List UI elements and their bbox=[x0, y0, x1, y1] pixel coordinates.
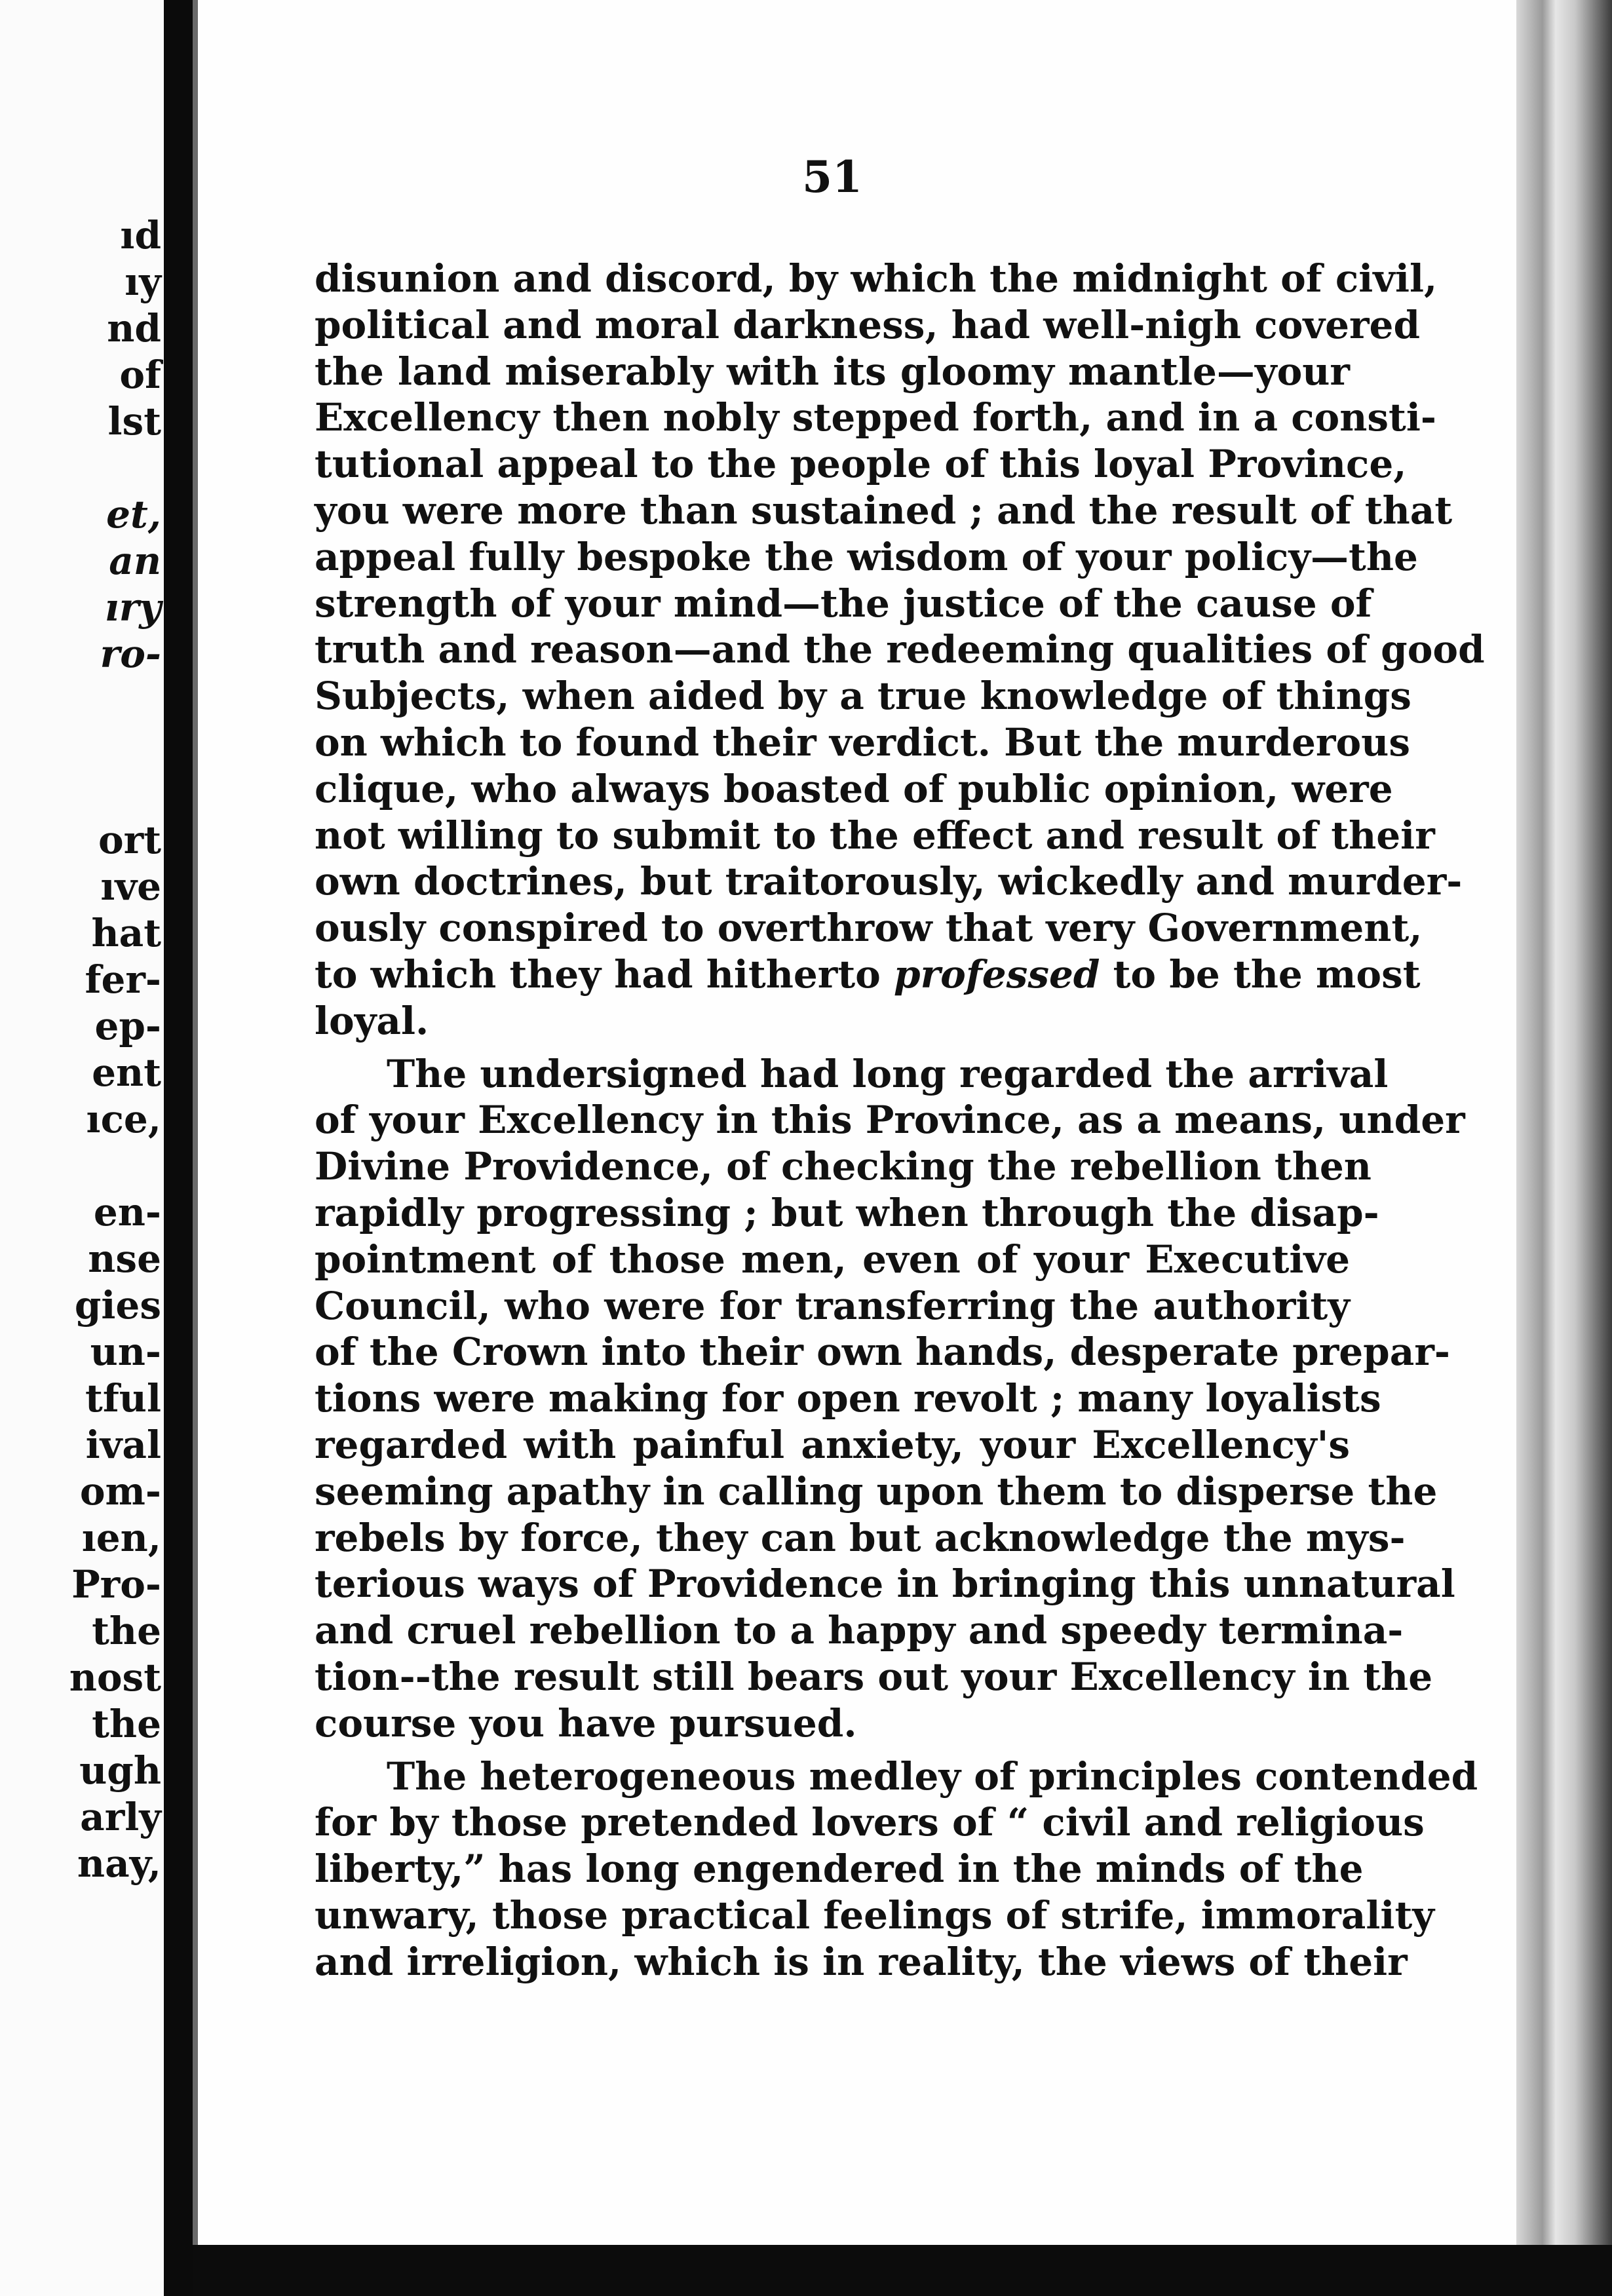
facing-page-text-fragment: om- bbox=[79, 1469, 161, 1514]
text-line: strength of your mind—the justice of the cause of bbox=[315, 581, 1372, 626]
text-line: rapidly progressing ; but when through the disap- bbox=[315, 1190, 1379, 1235]
text-line: tutional appeal to the people of this loyal Province, bbox=[315, 442, 1407, 487]
text-line: unwary, those practical feelings of strife, immorality bbox=[315, 1892, 1434, 1938]
paragraph-1 bbox=[315, 256, 1485, 1044]
text-line: terious ways of Providence in bringing this unnatural bbox=[315, 1561, 1455, 1607]
facing-page-text-fragment: nd bbox=[107, 306, 161, 351]
text-line: appeal fully bespoke the wisdom of your policy—the bbox=[315, 534, 1418, 579]
text-line: Excellency then nobly stepped forth, and in a consti- bbox=[315, 395, 1436, 440]
facing-page-text-fragment: ıry bbox=[104, 585, 161, 630]
text-line: Divine Providence, of checking the rebellion then bbox=[315, 1144, 1372, 1189]
scan-bottom-band bbox=[193, 2245, 1612, 2296]
book-right-edge bbox=[1516, 0, 1612, 2296]
facing-page-text-fragment: the bbox=[92, 1702, 161, 1746]
paragraph-3 bbox=[315, 1753, 1478, 1985]
text-line: not willing to submit to the effect and result of their bbox=[315, 813, 1435, 858]
facing-page-fragment bbox=[0, 0, 164, 2296]
gutter-edge bbox=[193, 0, 198, 2296]
book-gutter bbox=[164, 0, 193, 2296]
text-line: own doctrines, but traitorously, wickedly and murder- bbox=[315, 859, 1463, 904]
facing-page-text-fragment: ıce, bbox=[86, 1097, 161, 1141]
text-line: clique, who always boasted of public opinion, were bbox=[315, 766, 1393, 811]
text-line-with-emphasis bbox=[315, 951, 1421, 998]
facing-page-text-fragment: ıd bbox=[120, 213, 161, 258]
facing-page-text-fragment: ort bbox=[98, 818, 161, 862]
text-line: rebels by force, they can but acknowledge the mys- bbox=[315, 1515, 1406, 1560]
text-segment: to be the most bbox=[1100, 951, 1421, 997]
text-line: truth and reason—and the redeeming qualities of good bbox=[315, 627, 1485, 672]
facing-page-text-fragment: hat bbox=[91, 911, 161, 955]
facing-page-text-fragment: en- bbox=[93, 1190, 161, 1234]
text-line: course you have pursued. bbox=[315, 1700, 857, 1746]
text-line: and irreligion, which is in reality, the views of their bbox=[315, 1939, 1408, 1984]
facing-page-text-fragment: Pro- bbox=[71, 1562, 161, 1607]
facing-page-text-fragment: lst bbox=[107, 399, 161, 444]
text-segment: to which they had hitherto bbox=[315, 951, 894, 997]
emphasized-word: professed bbox=[894, 951, 1100, 997]
text-line: of the Crown into their own hands, desperate prepar- bbox=[315, 1330, 1450, 1375]
text-line: for by those pretended lovers of “ civil and religious bbox=[315, 1800, 1425, 1845]
facing-page-text-fragment: nse bbox=[88, 1236, 161, 1281]
text-line: of your Excellency in this Province, as a means, under bbox=[315, 1098, 1465, 1143]
text-line: loyal. bbox=[315, 998, 429, 1043]
text-line: The heterogeneous medley of principles contended bbox=[387, 1753, 1478, 1799]
text-line: and cruel rebellion to a happy and speedy termina- bbox=[315, 1608, 1404, 1653]
facing-page-text-fragment: gies bbox=[74, 1283, 161, 1328]
text-line: on which to found their verdict. But the murderous bbox=[315, 719, 1410, 765]
facing-page-text-fragment: ıy bbox=[125, 259, 161, 304]
text-line: regarded with painful anxiety, your Excellency's bbox=[315, 1422, 1350, 1467]
text-line: ously conspired to overthrow that very Government, bbox=[315, 906, 1423, 951]
facing-page-text-fragment: fer- bbox=[85, 957, 161, 1002]
text-line: The undersigned had long regarded the arrival bbox=[387, 1051, 1389, 1096]
facing-page-text-fragment: ugh bbox=[79, 1748, 161, 1793]
text-line: political and moral darkness, had well-nigh covered bbox=[315, 302, 1421, 347]
facing-page-text-fragment: ro- bbox=[100, 632, 161, 676]
text-line: tions were making for open revolt ; many loyalists bbox=[315, 1376, 1381, 1421]
facing-page-text-fragment: nay, bbox=[77, 1841, 161, 1886]
paragraph-2 bbox=[315, 1051, 1465, 1747]
facing-page-text-fragment: the bbox=[92, 1609, 161, 1653]
body-text bbox=[315, 256, 1485, 1985]
facing-page-text-fragment: nost bbox=[69, 1655, 161, 1700]
text-line: liberty,” has long engendered in the minds of the bbox=[315, 1846, 1364, 1892]
facing-page-text-fragment: an bbox=[109, 539, 161, 583]
text-line: tion--the result still bears out your Excellency in the bbox=[315, 1654, 1433, 1699]
text-line: pointment of those men, even of your Executive bbox=[315, 1236, 1350, 1282]
facing-page-text-fragment: arly bbox=[80, 1795, 161, 1839]
facing-page-text-fragment: ival bbox=[85, 1423, 161, 1467]
facing-page-text-fragment: ıve bbox=[100, 864, 161, 909]
text-line: disunion and discord, by which the midnight of civil, bbox=[315, 256, 1438, 301]
text-line: Council, who were for transferring the authority bbox=[315, 1283, 1350, 1328]
facing-page-text-fragment: ent bbox=[92, 1050, 161, 1095]
text-line: you were more than sustained ; and the result of that bbox=[315, 488, 1453, 533]
facing-page-text-fragment: ep- bbox=[94, 1004, 161, 1048]
facing-page-text-fragment: ıen, bbox=[81, 1516, 161, 1560]
text-line: Subjects, when aided by a true knowledge of things bbox=[315, 674, 1411, 719]
facing-page-text-fragment: un- bbox=[90, 1330, 161, 1374]
page-number: 51 bbox=[802, 151, 862, 202]
text-line: seeming apathy in calling upon them to disperse the bbox=[315, 1468, 1438, 1514]
facing-page-text-fragment: tful bbox=[85, 1376, 161, 1421]
facing-page-text-fragment: of bbox=[119, 353, 161, 397]
text-line: the land miserably with its gloomy mantle—your bbox=[315, 349, 1350, 394]
facing-page-text-fragment: et, bbox=[106, 492, 161, 537]
